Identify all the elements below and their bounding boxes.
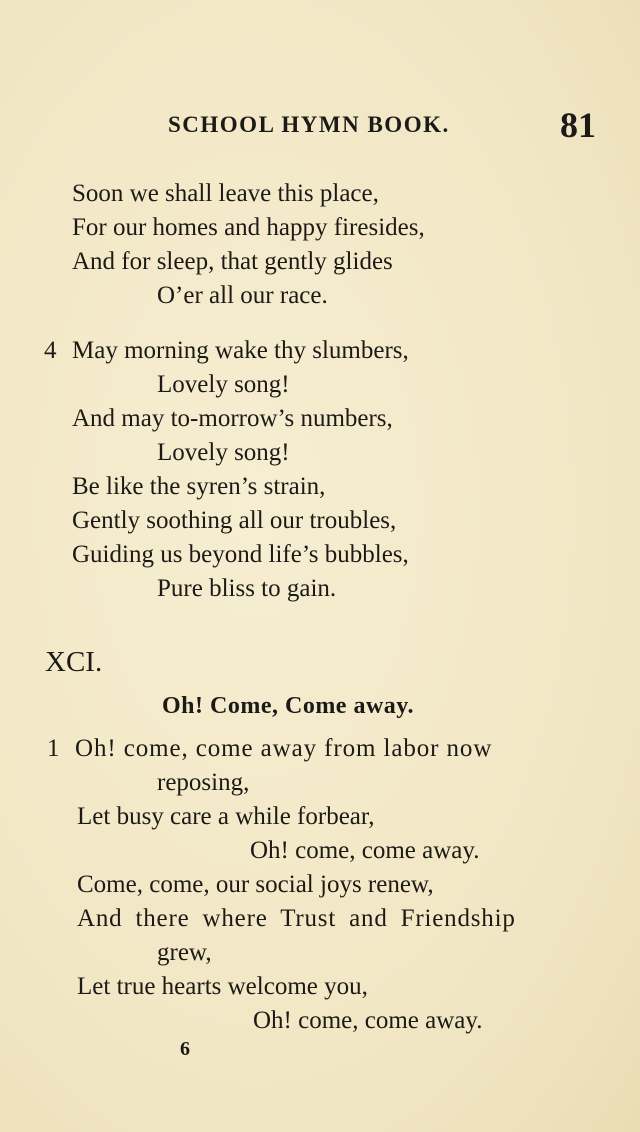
running-head: SCHOOL HYMN BOOK. bbox=[168, 112, 450, 137]
stanza4-line-8: Pure bliss to gain. bbox=[157, 575, 337, 602]
stanza4-line-1: May morning wake thy slumbers, bbox=[72, 337, 409, 364]
hymn-title: Oh! Come, Come away. bbox=[162, 693, 414, 719]
stanza3-line-2: For our homes and happy firesides, bbox=[72, 214, 425, 241]
stanza1-line-4: Oh! come, come away. bbox=[250, 837, 480, 864]
stanza3-line-3: And for sleep, that gently glides bbox=[72, 248, 393, 275]
page-number: 81 bbox=[560, 105, 596, 145]
stanza3-line-4: O’er all our race. bbox=[157, 282, 328, 309]
stanza1-line-3: Let busy care a while forbear, bbox=[77, 803, 375, 830]
stanza4-line-5: Be like the syren’s strain, bbox=[72, 473, 326, 500]
stanza4-line-7: Guiding us beyond life’s bubbles, bbox=[72, 541, 409, 568]
stanza3-line-1: Soon we shall leave this place, bbox=[72, 180, 379, 207]
stanza1-line-5: Come, come, our social joys renew, bbox=[77, 871, 434, 898]
stanza1-number: 1 bbox=[47, 735, 60, 762]
signature-mark: 6 bbox=[180, 1038, 190, 1060]
hymn-number: XCI. bbox=[45, 646, 103, 678]
stanza1-line-2: reposing, bbox=[157, 769, 250, 796]
stanza4-number: 4 bbox=[44, 337, 57, 364]
stanza4-line-6: Gently soothing all our troubles, bbox=[72, 507, 397, 534]
stanza1-line-9: Oh! come, come away. bbox=[253, 1007, 483, 1034]
stanza1-line-1: Oh! come, come away from labor now bbox=[75, 735, 493, 762]
stanza1-line-7: grew, bbox=[157, 939, 212, 966]
stanza4-line-4: Lovely song! bbox=[157, 439, 290, 466]
stanza4-line-2: Lovely song! bbox=[157, 371, 290, 398]
stanza4-line-3: And may to-morrow’s numbers, bbox=[72, 405, 393, 432]
stanza1-line-6: And there where Trust and Friendship bbox=[77, 905, 516, 932]
stanza1-line-8: Let true hearts welcome you, bbox=[77, 973, 368, 1000]
